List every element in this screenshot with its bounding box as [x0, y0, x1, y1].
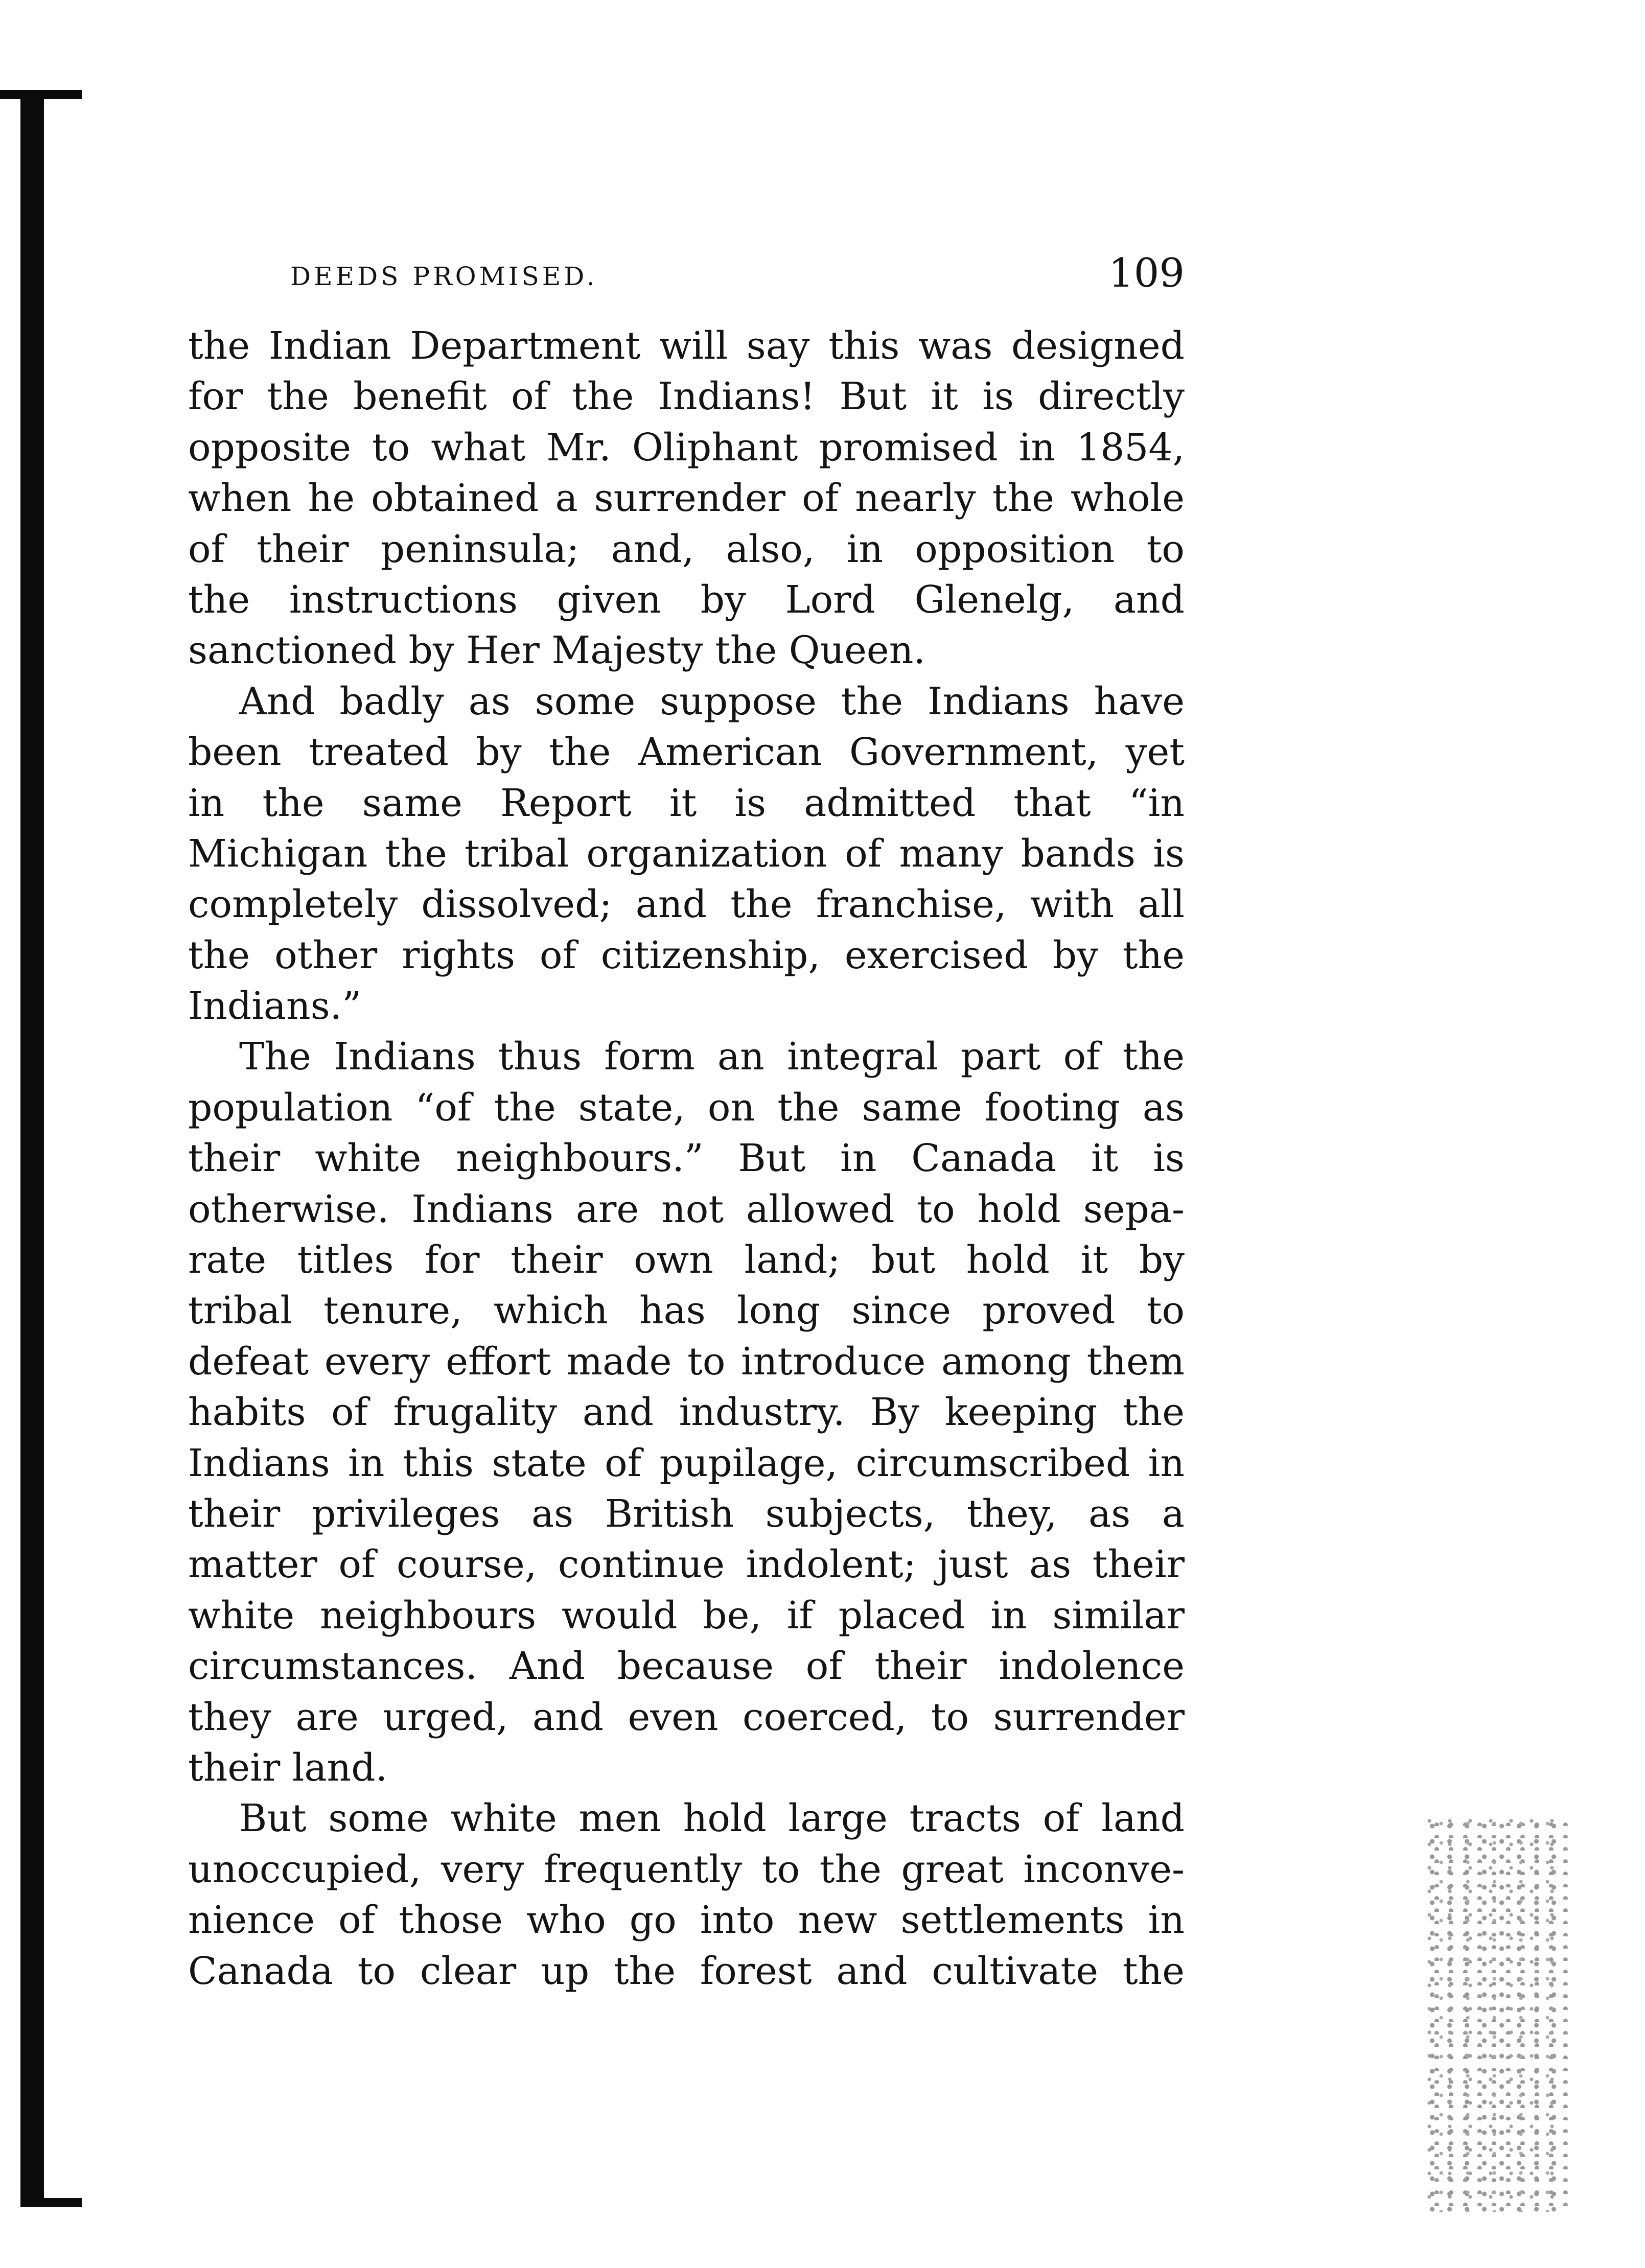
text-line: population “of the state, on the same footing as	[188, 1085, 1185, 1130]
text-line: for the benefit of the Indians! But it is directly	[188, 375, 1185, 419]
text-line: Michigan the tribal organization of many bands is	[188, 831, 1185, 876]
text-line: circumstances. And because of their indolence	[188, 1644, 1185, 1689]
paragraph	[188, 321, 1185, 676]
binding-edge-bottom	[20, 2198, 82, 2207]
text-line: tribal tenure, which has long since proved to	[188, 1289, 1185, 1333]
body-text	[188, 321, 1185, 1997]
text-line: their privileges as British subjects, they, as a	[188, 1491, 1185, 1536]
text-line: habits of frugality and industry. By keeping the	[188, 1390, 1185, 1435]
text-line: they are urged, and even coerced, to surrender	[188, 1695, 1185, 1739]
text-line: been treated by the American Government, yet	[188, 730, 1185, 775]
text-line: the other rights of citizenship, exercised by the	[188, 933, 1185, 977]
text-line: white neighbours would be, if placed in similar	[188, 1593, 1185, 1638]
text-line: nience of those who go into new settlements in	[188, 1898, 1185, 1943]
page-header	[188, 250, 1185, 312]
binding-edge-shadow	[20, 92, 44, 2207]
text-line: completely dissolved; and the franchise, with all	[188, 882, 1185, 927]
text-line: when he obtained a surrender of nearly the whole	[188, 476, 1185, 521]
text-line: their land.	[188, 1745, 388, 1790]
paragraph	[188, 676, 1185, 1032]
text-line: their white neighbours.” But in Canada it is	[188, 1136, 1185, 1181]
running-head: DEEDS PROMISED.	[290, 262, 598, 291]
text-line: matter of course, continue indolent; just as their	[188, 1542, 1185, 1587]
text-line: unoccupied, very frequently to the great inconve-	[188, 1847, 1185, 1891]
text-line: But some white men hold large tracts of land	[239, 1796, 1185, 1841]
text-line: in the same Report it is admitted that “in	[188, 781, 1185, 825]
text-line: the instructions given by Lord Glenelg, and	[188, 577, 1185, 622]
paragraph	[188, 1793, 1185, 1997]
text-line: Indians.”	[188, 984, 362, 1028]
text-line: of their peninsula; and, also, in opposition to	[188, 527, 1185, 571]
text-line: the Indian Department will say this was designed	[188, 324, 1185, 368]
text-line: Indians in this state of pupilage, circumscribed in	[188, 1441, 1185, 1485]
text-line: sanctioned by Her Majesty the Queen.	[188, 628, 925, 673]
text-line: rate titles for their own land; but hold it by	[188, 1238, 1185, 1282]
text-line: opposite to what Mr. Oliphant promised in 1854,	[188, 425, 1185, 470]
text-line: The Indians thus form an integral part of the	[239, 1035, 1185, 1079]
text-line: defeat every effort made to introduce among them	[188, 1339, 1185, 1384]
text-line: otherwise. Indians are not allowed to hold sepa-	[188, 1187, 1185, 1231]
page-number: 109	[1108, 250, 1185, 296]
scan-noise	[1425, 1814, 1568, 2212]
text-line: Canada to clear up the forest and cultivate the	[188, 1949, 1185, 1993]
paragraph	[188, 1032, 1185, 1793]
text-line: And badly as some suppose the Indians have	[239, 679, 1185, 723]
